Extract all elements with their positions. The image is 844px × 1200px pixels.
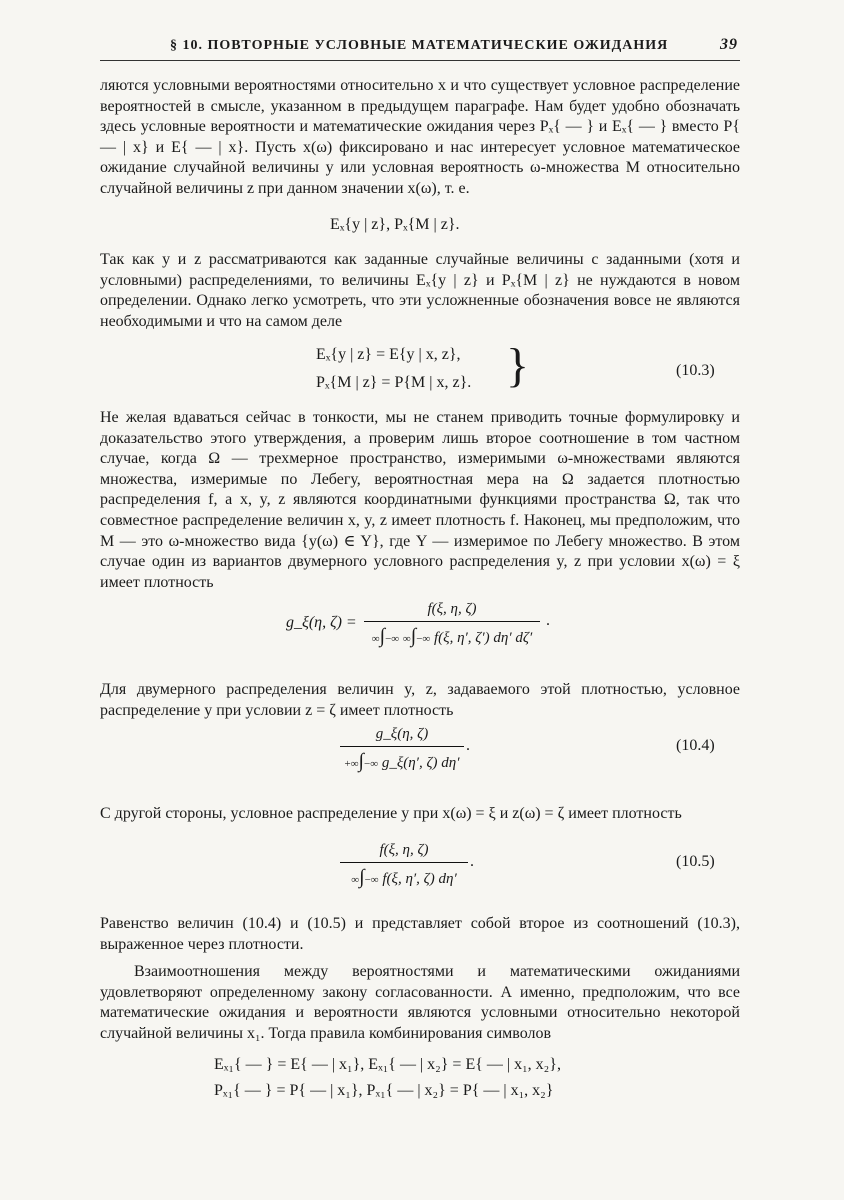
paragraph-4: Для двумерного распределения величин y, z, задаваемого этой плотностью, условное распределение y при условии z = ζ имеет плотность: [100, 681, 740, 719]
integral-upper-limit: ∞: [402, 633, 411, 645]
fraction-g-denominator: [364, 622, 540, 648]
paragraph-3: Не желая вдаваться сейчас в тонкости, мы не станем приводить точные формулировку и доказательство этого утверждения, а проверим лишь второе соотношение в том частном случае, когда Ω — трехмерное пространство, измеримыми ω-множествами являются множества, измеримые по Лебегу, вероятностная мера на Ω задается плотностью распределения f, а x, y, z являются координатными функциями пространства Ω, так что совместное распределение величин x, y, z имеет плотность f. Наконец, мы предположим, что M — это ω-множество вида {y(ω) ∈ Y}, где Y — измеримое по Лебегу множество. В этом случае один из вариантов двумерного условного распределения y, z при условии x(ω) = ξ имеет плотность: [100, 409, 740, 591]
fraction-10-4: [340, 726, 464, 773]
fraction-10-4-numerator: g_ξ(η, ζ): [340, 726, 464, 747]
equation-g-period: .: [546, 612, 550, 629]
page-number: 39: [720, 36, 738, 53]
paragraph-7: Взаимоотношения между вероятностями и математическими ожиданиями удовлетворяют определенному закону согласованности. А именно, предположим, что все математические ожидания и вероятности являются условными относительно некоторой случайной величины x₁. Тогда правила комбинирования символов: [100, 963, 740, 1042]
equation-rules-line1: Eₓ₁{ — } = E{ — | x₁}, Eₓ₁{ — | x₂} = E{ — | x₁, x₂},: [214, 1056, 561, 1073]
equation-rules-line2: Pₓ₁{ — } = P{ — | x₁}, Pₓ₁{ — | x₂} = P{ — | x₁, x₂}: [214, 1082, 554, 1099]
fraction-g-numerator: f(ξ, η, ζ): [364, 601, 540, 622]
equation-label-10-5: (10.5): [676, 853, 715, 870]
integral-sign: ∫: [410, 625, 417, 647]
equation-label-10-3: (10.3): [676, 362, 715, 379]
integral-lower-limit: −∞: [364, 874, 379, 886]
integral-lower-limit: −∞: [385, 633, 400, 645]
fraction-10-4-denominator-text: g_ξ(η′, ζ) dη′: [381, 755, 460, 771]
integral-upper-limit: ∞: [371, 633, 380, 645]
integral-sign: ∫: [379, 625, 386, 647]
equation-10-5-period: .: [470, 853, 474, 870]
fraction-10-4-denominator: [340, 747, 464, 773]
right-brace: }: [506, 339, 530, 392]
equation-label-10-4: (10.4): [676, 737, 715, 754]
fraction-10-5-denominator-text: f(ξ, η′, ζ) dη′: [382, 871, 457, 887]
equation-10-3-line2: Pₓ{M | z} = P{M | x, z}.: [316, 374, 472, 391]
integral-sign: ∫: [358, 750, 365, 772]
paragraph-2: Так как y и z рассматриваются как заданные случайные величины с заданными (хотя и условными) распределениями, то величины Eₓ{y | z} и Pₓ{M | z} не нуждаются в новом определении. Однако легко усмотреть, что эти усложненные обозначения вовсе не являются необходимыми и что на самом деле: [100, 251, 740, 330]
integral-lower-limit: −∞: [416, 633, 431, 645]
fraction-10-5-denominator: [340, 863, 468, 889]
fraction-10-5-numerator: f(ξ, η, ζ): [340, 842, 468, 863]
fraction-g-density: [364, 601, 540, 648]
running-title: § 10. ПОВТОРНЫЕ УСЛОВНЫЕ МАТЕМАТИЧЕСКИЕ ОЖИДАНИЯ: [170, 38, 669, 53]
equation-10-4-period: .: [466, 737, 470, 754]
equation-10-3-line1: Eₓ{y | z} = E{y | x, z},: [316, 346, 461, 363]
paragraph-5: С другой стороны, условное распределение y при x(ω) = ξ и z(ω) = ζ имеет плотность: [100, 805, 682, 822]
header-rule: [100, 60, 740, 61]
integral-upper-limit: ∞: [351, 874, 360, 886]
page-header: [100, 36, 740, 58]
integral-sign: ∫: [359, 866, 365, 888]
fraction-10-5: [340, 842, 468, 889]
integral-lower-limit: −∞: [364, 758, 379, 770]
paragraph-1: ляются условными вероятностями относительно x и что существует условное распределение вероятностей в смысле, указанном в предыдущем параграфе. Нам будет удобно обозначать здесь условные вероятности и математические ожидания через Pₓ{ — } и Eₓ{ — } вместо P{ — | x} и E{ — | x}. Пусть x(ω) фиксировано и нас интересует условное математическое ожидание случайной величины y или условная вероятность ω-множества M относительно случайной величины z при данном значении x(ω), т. е.: [100, 77, 740, 197]
integral-upper-limit: +∞: [344, 758, 359, 770]
paragraph-6: Равенство величин (10.4) и (10.5) и представляет собой второе из соотношений (10.3), выраженное через плотности.: [100, 915, 740, 953]
fraction-g-denominator-text: f(ξ, η′, ζ′) dη′ dζ′: [434, 630, 533, 646]
equation-conditional: Eₓ{y | z}, Pₓ{M | z}.: [330, 216, 460, 233]
equation-g-lhs: g_ξ(η, ζ) =: [286, 614, 357, 631]
